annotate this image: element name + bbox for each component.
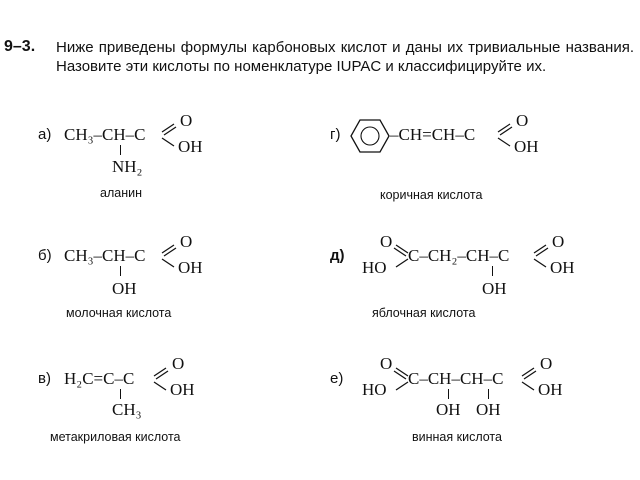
compound-v-hydroxyl: OH <box>170 380 195 399</box>
compound-b-substituent: OH <box>112 279 137 298</box>
compound-g-formula: –CH=CH–C <box>390 125 476 144</box>
compound-g-oxygen: O <box>516 111 529 130</box>
benzene-ring-icon <box>350 118 390 154</box>
compound-d-right-oxygen: O <box>552 232 565 251</box>
compound-v-oxygen: O <box>172 354 185 373</box>
compound-d-vertical-bond <box>492 266 493 276</box>
compound-e-substituent-1: OH <box>436 400 461 419</box>
compound-d-formula: C–CH₂–CH–C <box>408 246 510 265</box>
compound-g-label: г) <box>330 126 341 143</box>
compound-v-vertical-bond <box>120 389 121 399</box>
compound-a-formula: CH₃–CH–C <box>64 125 146 144</box>
compound-d-left-oxygen: O <box>380 232 393 251</box>
compound-b-label: б) <box>38 247 52 264</box>
compound-e-left-hydroxyl: HO <box>362 380 387 399</box>
compound-v-name: метакриловая кислота <box>50 430 181 444</box>
compound-a-substituent: NH₂ <box>112 157 143 176</box>
compound-d-left-hydroxyl: HO <box>362 258 387 277</box>
compound-g-name: коричная кислота <box>380 188 483 202</box>
compound-d-name: яблочная кислота <box>372 306 476 320</box>
problem-text: Ниже приведены формулы карбоновых кислот и даны их тривиальные названия. Назовите эти кислоты по номенклатуре IUPAC и классифицируйте их. <box>56 39 634 75</box>
compound-a-name: аланин <box>100 186 142 200</box>
compound-a-oxygen: O <box>180 111 193 130</box>
compound-v-formula: H₂C=C–C <box>64 369 135 388</box>
compound-e-name: винная кислота <box>412 430 502 444</box>
compound-v-label: в) <box>38 370 51 387</box>
compound-e-right-hydroxyl: OH <box>538 380 563 399</box>
compound-g-hydroxyl: OH <box>514 137 539 156</box>
compound-e-formula: C–CH–CH–C <box>408 369 504 388</box>
compound-b-hydroxyl: OH <box>178 258 203 277</box>
compound-e-right-oxygen: O <box>540 354 553 373</box>
compound-d-substituent: OH <box>482 279 507 298</box>
compound-b-oxygen: O <box>180 232 193 251</box>
compound-e-vertical-bond-1 <box>448 389 449 399</box>
problem-number: 9–3. <box>4 38 36 55</box>
compound-b-name: молочная кислота <box>66 306 172 320</box>
compound-b-vertical-bond <box>120 266 121 276</box>
compound-e-label: е) <box>330 370 344 387</box>
compound-e-substituent-2: OH <box>476 400 501 419</box>
compound-a-label: а) <box>38 126 52 143</box>
compound-e-left-oxygen: O <box>380 354 393 373</box>
compound-a-hydroxyl: OH <box>178 137 203 156</box>
compound-d-right-hydroxyl: OH <box>550 258 575 277</box>
compound-a-vertical-bond <box>120 145 121 155</box>
compound-d-label: д) <box>330 247 345 264</box>
compound-v-substituent: CH₃ <box>112 400 142 419</box>
compound-b-formula: CH₃–CH–C <box>64 246 146 265</box>
compound-e-vertical-bond-2 <box>488 389 489 399</box>
